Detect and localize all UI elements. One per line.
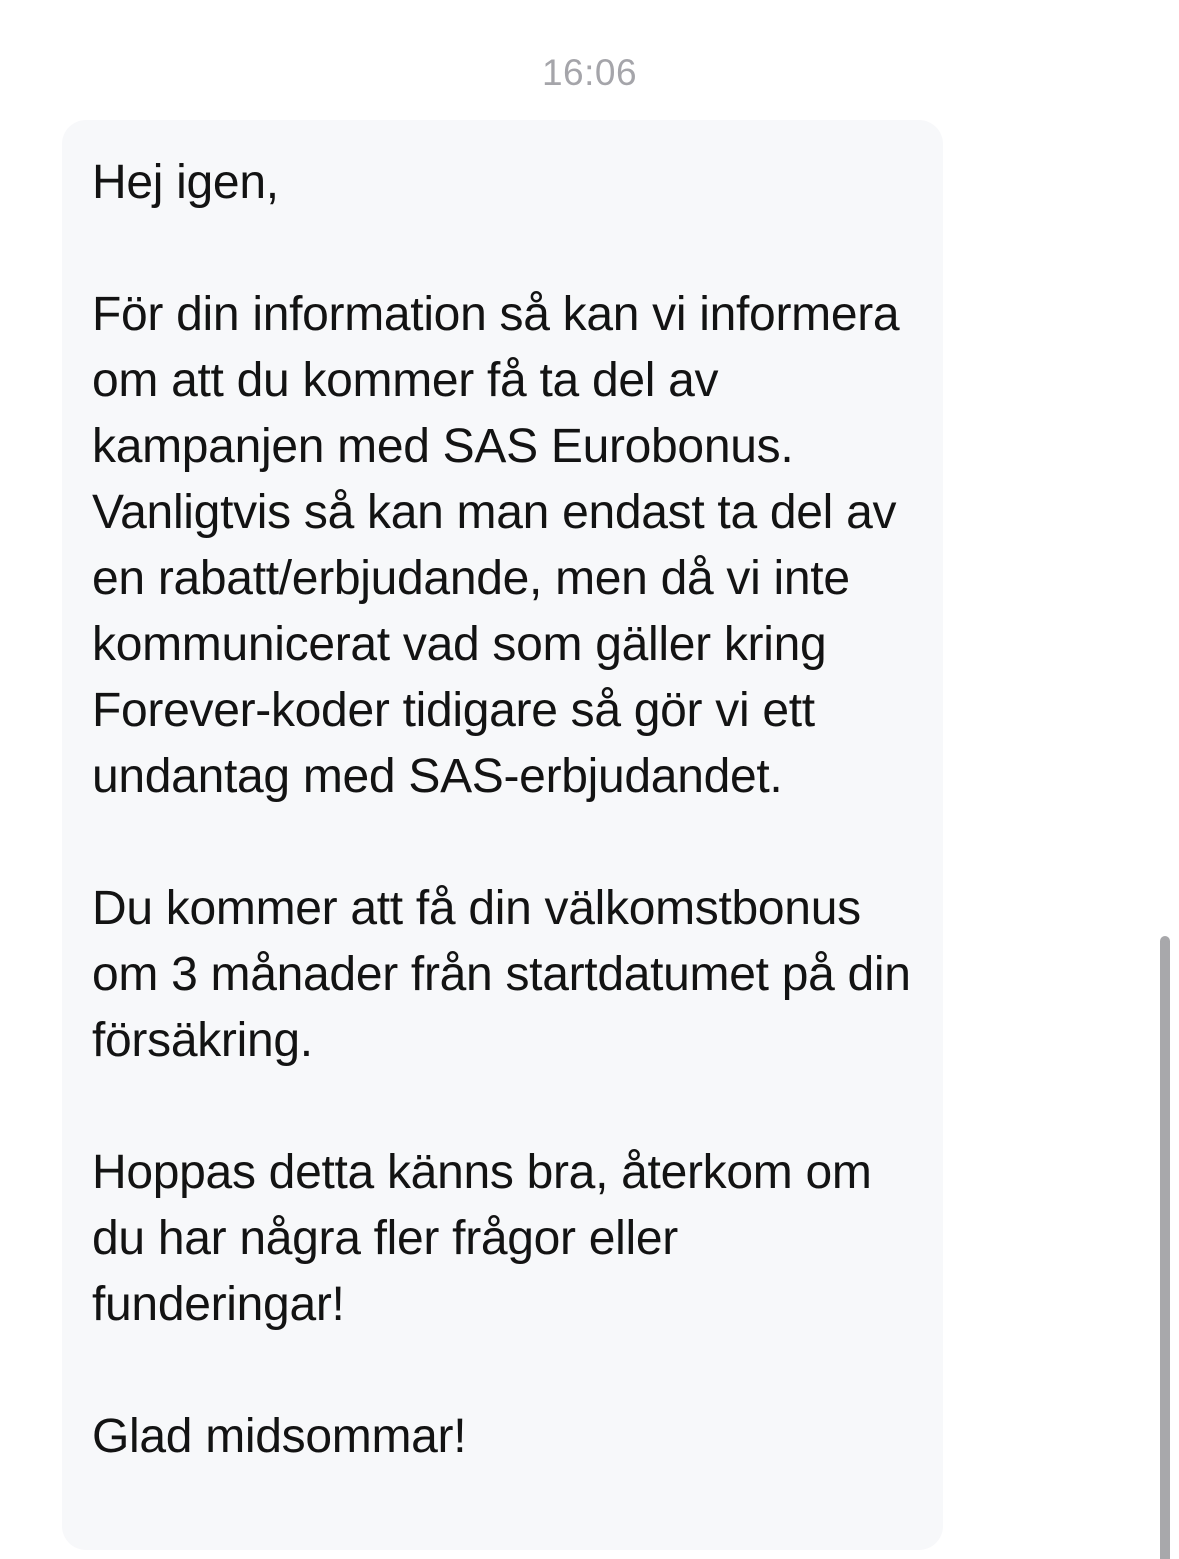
message-paragraph-welcome-bonus: Du kommer att få din välkomstbonus om 3 månader från startdatumet på din försäkring. [92, 882, 911, 1067]
message-paragraph-signoff: Glad midsommar! [92, 1410, 467, 1463]
message-timestamp: 16:06 [541, 52, 638, 93]
message-paragraph-closing: Hoppas detta känns bra, återkom om du har några fler frågor eller funderingar! [92, 1146, 872, 1331]
message-paragraph-greeting: Hej igen, [92, 156, 279, 209]
message-bubble [62, 120, 943, 1550]
message-paragraph-campaign-info: För din information så kan vi informera om att du kommer få ta del av kampanjen med SAS Eurobonus. Vanligtvis så kan man endast ta del av en rabatt/erbjudande, men då vi inte kommunicerat vad som gäller kring Forever-koder tidigare så gör vi ett undantag med SAS-erbjudandet. [92, 288, 900, 803]
scrollbar-thumb[interactable] [1160, 936, 1170, 1559]
